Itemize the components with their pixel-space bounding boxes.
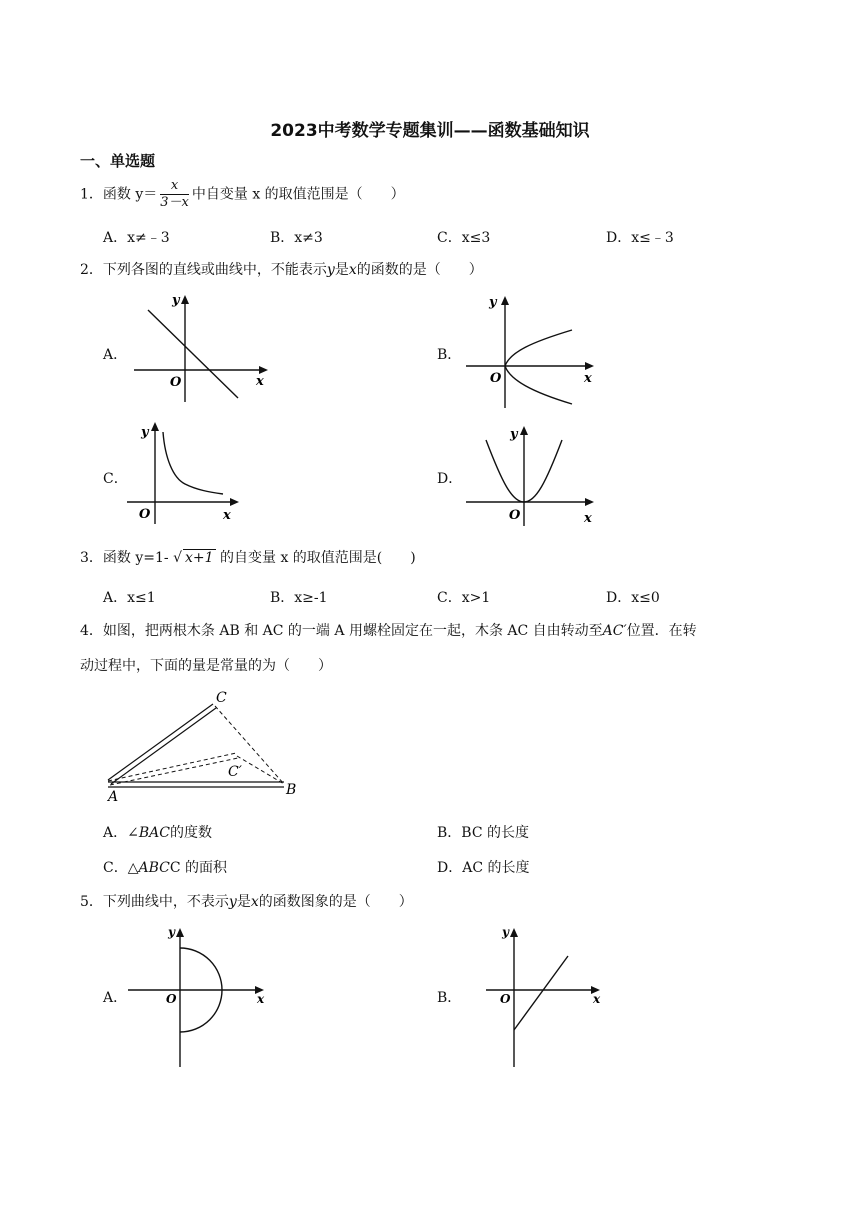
axis-label-x: x (257, 992, 265, 1006)
q4-option-a-math: ∠BAC (127, 825, 170, 841)
q2-graph-a (130, 290, 275, 405)
curve-parabola (505, 330, 572, 404)
q2-graph-d (462, 422, 602, 528)
origin-label: O (500, 992, 511, 1006)
q1-suffix: 中自变量 x 的取值范围是（ ） (191, 186, 405, 203)
y-axis-arrow-icon (176, 928, 184, 937)
q5-graph-a (126, 922, 271, 1068)
q4-option-c-math: △ABC (127, 860, 170, 876)
q2-graph-c (125, 418, 245, 526)
q4-option-c-label: C． (103, 860, 128, 876)
q3-option-d: D．x≤0 (606, 590, 660, 606)
q1-denominator: 3－x (160, 195, 189, 210)
q2-text-1: 2．下列各图的直线或曲线中，不能表示 (80, 262, 327, 278)
q5-text-2: 是 (236, 894, 251, 910)
curve-line (514, 956, 568, 1030)
q3-suffix: 的自变量 x 的取值范围是( ) (220, 550, 416, 566)
axis-label-x: x (256, 374, 264, 389)
y-axis-arrow-icon (520, 426, 528, 435)
q3-prefix: 3．函数 y=1- (80, 550, 169, 566)
axis-label-y: y (168, 925, 175, 939)
x-axis-arrow-icon (585, 362, 594, 370)
x-axis-arrow-icon (585, 498, 594, 506)
q4-option-c (103, 857, 227, 877)
q1-option-a: A．x≠﹣3 (103, 230, 170, 246)
q1-option-c: C．x≤3 (437, 230, 491, 246)
q2-text-3: 的函数的是（ ） (356, 262, 483, 278)
q5-label-a: A． (103, 990, 128, 1006)
point-label-a: A (108, 789, 119, 804)
q2-var-x: x (348, 262, 357, 278)
page-title: 2023中考数学专题集训——函数基础知识 (270, 121, 590, 141)
q2-label-d: D． (437, 471, 463, 487)
y-axis-arrow-icon (181, 295, 189, 304)
stick-ac (108, 704, 213, 780)
q1-option-d: D．x≤﹣3 (606, 230, 674, 246)
point-label-b: B (286, 782, 297, 798)
axis-label-x: x (584, 511, 592, 526)
axis-label-y: y (510, 427, 518, 442)
q1-prefix: 1．函数 y＝ (80, 186, 158, 203)
origin-label: O (170, 375, 182, 390)
y-axis-arrow-icon (510, 928, 518, 937)
q2-label-c: C． (103, 471, 128, 487)
curve-hyperbola (163, 432, 223, 494)
axis-label-x: x (584, 371, 592, 386)
section-heading: 一、单选题 (80, 152, 156, 170)
axis-label-x: x (593, 992, 601, 1006)
q4-option-d: D．AC 的长度 (437, 860, 530, 876)
q2-text-2: 是 (334, 262, 349, 278)
q5-var-y: y (228, 894, 237, 910)
point-label-c: C (216, 690, 227, 706)
question-4-line-2: 动过程中，下面的量是常量的为（ ） (80, 658, 332, 674)
point-label-c-prime: C′ (228, 764, 242, 780)
curve-line (148, 310, 238, 398)
q3-option-b: B．x≥-1 (270, 590, 328, 606)
origin-label: O (509, 508, 521, 523)
x-axis-arrow-icon (259, 366, 268, 374)
q1-option-b: B．x≠3 (270, 230, 323, 246)
axis-label-y: y (489, 295, 497, 310)
q4-option-a-text: 的度数 (169, 825, 212, 841)
q3-option-c: C．x>1 (437, 590, 491, 606)
segment-bc-prime (237, 756, 284, 784)
q1-numerator: x (160, 178, 189, 195)
q4-option-c-text: C 的面积 (169, 860, 228, 876)
segment-bc (215, 706, 284, 784)
q3-option-a: A．x≤1 (103, 590, 156, 606)
origin-label: O (490, 371, 502, 386)
axis-label-y: y (141, 425, 149, 440)
q1-fraction (160, 178, 189, 211)
stick-ac-edge (111, 708, 216, 784)
q5-label-b: B． (437, 990, 462, 1006)
x-axis-arrow-icon (230, 498, 239, 506)
q4-figure (104, 686, 304, 804)
axis-label-y: y (502, 925, 509, 939)
stick-ac-prime (108, 753, 236, 781)
q2-graph-b (462, 290, 602, 412)
y-axis-arrow-icon (501, 296, 509, 305)
q5-var-x: x (250, 894, 259, 910)
question-1 (80, 178, 405, 211)
q5-text-3: 的函数图象的是（ ） (258, 894, 413, 910)
q2-var-y: y (326, 262, 335, 278)
q2-label-a: A． (103, 347, 128, 363)
question-5 (80, 891, 413, 911)
q4-option-a-label: A． (103, 825, 128, 841)
question-4-line-1 (80, 620, 697, 640)
origin-label: O (166, 992, 177, 1006)
q3-radicand: x+1 (185, 550, 214, 566)
question-2 (80, 259, 483, 279)
q4-option-a (103, 822, 212, 842)
axis-label-y: y (172, 293, 180, 308)
q4-text-1b: 位置．在转 (626, 623, 697, 639)
q4-ac-prime: AC′ (602, 623, 627, 639)
axis-label-x: x (223, 508, 231, 523)
question-3: 3．函数 y=1- √ x+1 的自变量 x 的取值范围是( ) (80, 550, 416, 566)
y-axis-arrow-icon (151, 422, 159, 431)
q2-label-b: B． (437, 347, 462, 363)
q4-text-1: 4．如图，把两根木条 AB 和 AC 的一端 A 用螺栓固定在一起，木条 AC 自由转动至 (80, 623, 603, 639)
q5-text-1: 5．下列曲线中，不表示 (80, 894, 229, 910)
q4-option-b: B．BC 的长度 (437, 825, 529, 841)
q5-graph-b (458, 922, 608, 1068)
origin-label: O (139, 507, 151, 522)
